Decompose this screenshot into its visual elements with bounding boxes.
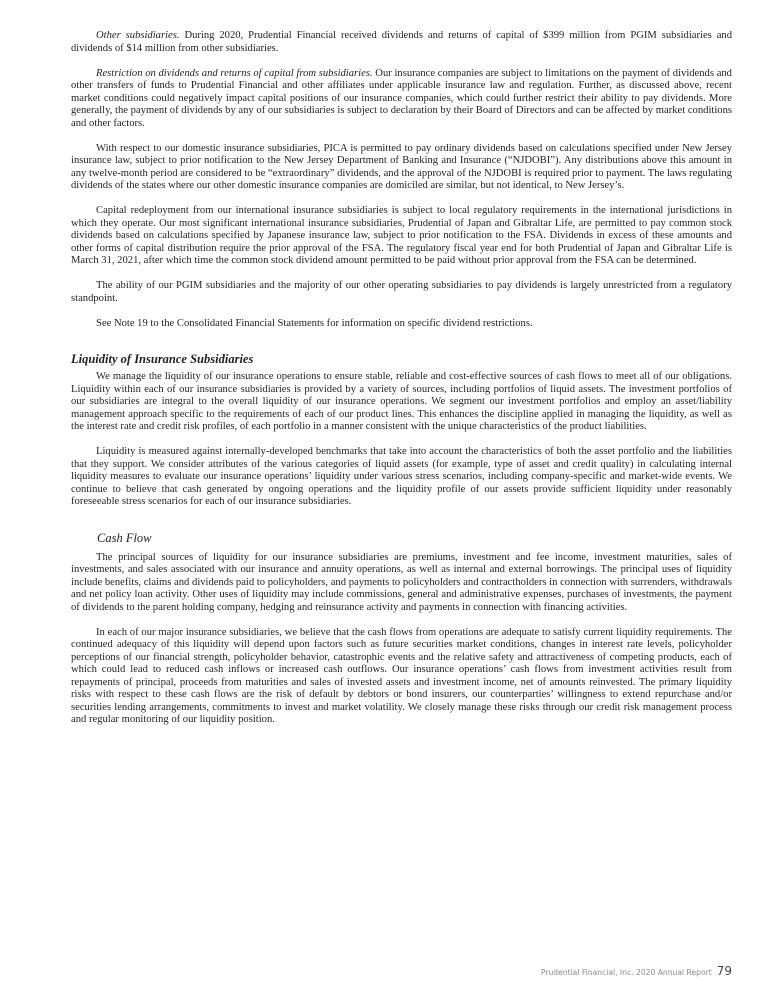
paragraph-text: During 2020, Prudential Financial received dividends and returns of capital of $399 million from PGIM subsidiaries and dividends of $14 million from other subsidiaries. [71, 30, 732, 54]
paragraph-text: See Note 19 to the Consolidated Financial Statements for information on specific dividend restrictions. [96, 317, 533, 329]
paragraph-domestic-subsidiaries [71, 143, 732, 193]
paragraph-text: Capital redeployment from our international insurance subsidiaries is subject to local regulatory requirements in the international jurisdictions in which they operate. Our most significant international insurance subsidiaries, Prudential of Japan and Gibraltar Life, are permitted to pay common stock dividends based on calculations specified by Japanese insurance law, subject to prior notification to the FSA. Dividends in excess of these amounts and other forms of capital distribution require the prior approval of the FSA. The regulatory fiscal year end for both Prudential of Japan and Gibraltar Life is March 31, 2021, after which time the common stock dividend amount permitted to be paid without prior approval from the FSA can be determined. [71, 205, 732, 266]
paragraph-liquidity-measurement: Liquidity is measured against internally-developed benchmarks that take into account the characteristics of both the asset portfolio and the liabilities that they support. We consider attributes of the various categories of liquid assets (for example, type of asset and credit quality) in calculating internal liquidity measures to evaluate our insurance operations’ liquidity under various stress scenarios, including company-specific and market-wide events. We continue to believe that cash generated by ongoing operations and the liquidity profile of our assets provide sufficient liquidity under reasonably foreseeable stress scenarios for each of our insurance subsidiaries. [71, 446, 732, 507]
paragraph-other-subsidiaries [71, 30, 732, 55]
paragraph-liquidity-sources: The principal sources of liquidity for our insurance subsidiaries are premiums, investment and fee income, investment maturities, sales of investments, and sales associated with our insurance and annuity operations, as well as internal and external borrowings. The principal uses of liquidity include benefits, claims and dividends paid to policyholders, and payments to policyholders and contractholders in connection with surrenders, withdrawals and net policy loan activity. Other uses of liquidity may include commissions, general and administrative expenses, purchases of investments, the payment of dividends to the parent holding company, hedging and reinsurance activity and payments in connection with financing activities. [71, 551, 732, 613]
page-footer [541, 963, 732, 981]
paragraph-liquidity-adequacy: In each of our major insurance subsidiaries, we believe that the cash flows from operations are adequate to satisfy current liquidity requirements. The continued adequacy of this liquidity will depend upon factors such as future securities market conditions, changes in interest rate levels, policyholder perceptions of our financial strength, policyholder behavior, catastrophic events and the relative safety and attractiveness of competing products, each of which could lead to reduced cash inflows or increased cash outflows. Our insurance operations’ cash flows from investment activities result from repayments of principal, proceeds from maturities and sales of invested assets and investment income, net of amounts reinvested. The primary liquidity risks with respect to these cash flows are the risk of default by debtors or bond insurers, our counterparties’ willingness to extend repurchase and/or securities lending arrangements, commitments to invest and market volatility. We closely manage these risks through our credit risk management process and regular monitoring of our liquidity position. [71, 626, 732, 725]
paragraph-text: Our insurance companies are subject to limitations on the payment of dividends and other transfers of funds to Prudential Financial and other affiliates under applicable insurance law and regulation. Further, as discussed above, recent market conditions could negatively impact capital positions of our insurance companies, which could further restrict their ability to pay dividends. More generally, the payment of dividends by any of our subsidiaries is subject to declaration by their Board of Directors and can be affected by market conditions and other factors. [71, 67, 732, 129]
paragraph-text: With respect to our domestic insurance subsidiaries, PICA is permitted to pay ordinary dividends based on calculations specified under New Jersey insurance law, subject to prior notification to the New Jersey Department of Banking and Insurance (“NJDOBI”). Any distributions above this amount in any twelve-month period are considered to be “extraordinary” dividends, and the approval of the NJDOBI is required prior to payment. The laws regulating dividends of the states where our other domestic insurance companies are domiciled are similar, but not identical, to New Jersey’s. [71, 142, 732, 191]
section-heading-liquidity: Liquidity of Insurance Subsidiaries [71, 352, 254, 366]
paragraph-lead: Restriction on dividends and returns of capital from subsidiaries. [96, 67, 373, 79]
footer-report-label: Prudential Financial, Inc. 2020 Annual Report [540, 968, 712, 977]
paragraph-international-subsidiaries [71, 205, 732, 268]
paragraph-liquidity-management: We manage the liquidity of our insurance operations to ensure stable, reliable and cost-effective sources of cash flows to meet all of our obligations. Liquidity within each of our insurance subsidiaries is provided by a variety of sources, including portfolios of liquid assets. The investment portfolios of our subsidiaries are integral to the overall liquidity of our insurance operations. We segment our investment portfolios and employ an asset/liability management approach specific to the requirements of each of our product lines. This enhances the discipline applied in managing the liquidity, as well as the interest rate and credit risk profiles, of each portfolio in a manner consistent with the unique characteristics of the product liabilities. [71, 371, 732, 432]
paragraph-lead: Other subsidiaries. [96, 30, 180, 41]
paragraph-text: The ability of our PGIM subsidiaries and the majority of our other operating subsidiaries to pay dividends is largely unrestricted from a regulatory standpoint. [71, 280, 732, 304]
page-number: 79 [716, 964, 732, 978]
document-page [71, 30, 732, 739]
paragraph-dividend-restrictions [71, 68, 732, 131]
paragraph-note-reference [71, 318, 732, 331]
paragraph-pgim-subsidiaries [71, 280, 732, 305]
subsection-heading-cash-flow: Cash Flow [97, 530, 152, 545]
